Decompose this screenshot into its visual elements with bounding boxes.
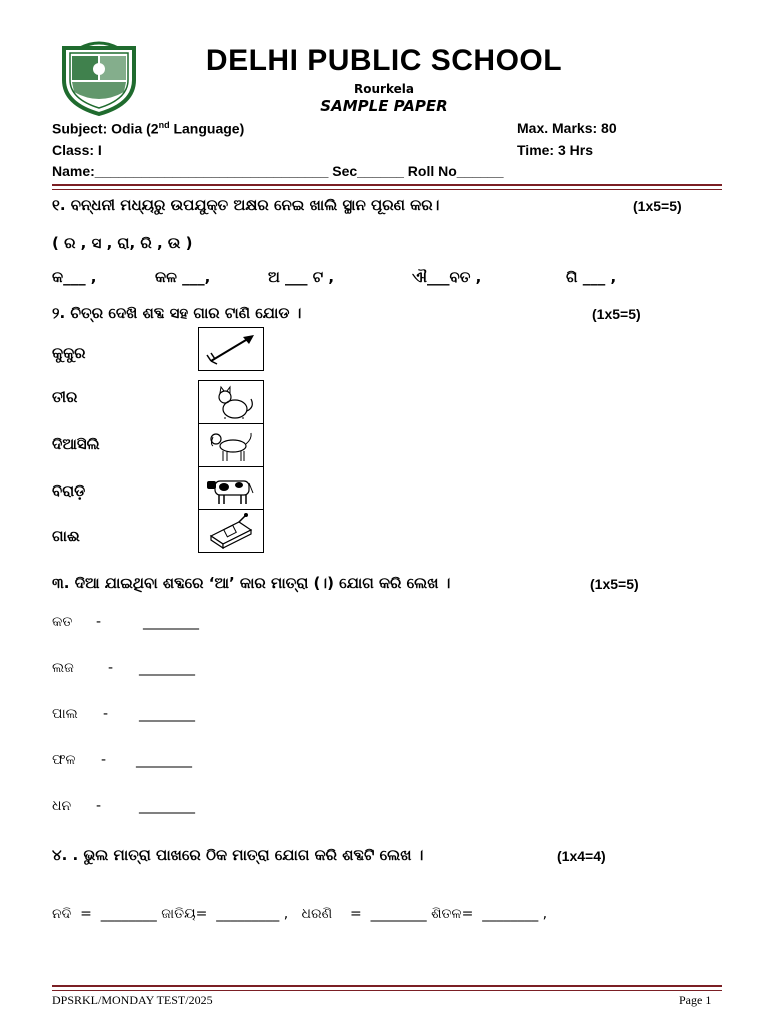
q1-item: କ___ ,: [52, 268, 97, 286]
q3-blank: ________: [143, 614, 199, 630]
q3-blank: ________: [139, 798, 195, 814]
paper-title: SAMPLE PAPER: [320, 97, 448, 115]
q3-word: ଫଳ: [52, 752, 76, 768]
q1-item: ଅ ___ ଟ ,: [268, 268, 335, 286]
q2-word: ଦିଆସିଲି: [52, 435, 100, 453]
subject-label: Subject: Odia (2nd Language): [52, 120, 245, 137]
footer-divider-thin: [52, 990, 722, 991]
q3-word: ଧନ: [52, 798, 72, 814]
arrow-icon: [198, 327, 264, 371]
q3-word: କତ: [52, 614, 73, 630]
time-label: Time: 3 Hrs: [517, 142, 593, 158]
q2-title: ୨. ଚିତ୍ର ଦେଖି ଶବ୍ଦ ସହ ଗାର ଟାଣି ଯୋଡ ।: [52, 304, 302, 322]
q2-word: ତୀର: [52, 388, 78, 406]
q1-item: ଐ___ବତ ,: [412, 268, 482, 286]
q4-title: ୪. . ଭୁଲ ମାତ୍ରା ପାଖରେ ଠିକ ମାତ୍ରା ଯୋଗ କରି ଶବ୍ଦଟି ଲେଖ ।: [52, 846, 424, 864]
header-divider-thin: [52, 189, 722, 190]
q3-dash: -: [96, 614, 102, 630]
class-label: Class: I: [52, 142, 102, 158]
school-city: Rourkela: [354, 82, 414, 96]
q1-item: ଗି ___ ,: [566, 268, 617, 286]
q3-blank: ________: [136, 752, 192, 768]
header-divider: [52, 184, 722, 186]
q2-marks: (1x5=5): [592, 306, 641, 322]
matchbox-icon: [198, 509, 264, 553]
footer-left: DPSRKL/MONDAY TEST/2025: [52, 993, 213, 1007]
dog-icon: [198, 423, 264, 467]
q3-blank: ________: [139, 706, 195, 722]
school-name: DELHI PUBLIC SCHOOL: [205, 44, 563, 77]
max-marks: Max. Marks: 80: [517, 120, 617, 136]
q3-dash: -: [101, 752, 107, 768]
q3-marks: (1x5=5): [590, 576, 639, 592]
page-number: Page 1: [679, 993, 712, 1007]
q3-dash: -: [108, 660, 114, 676]
q2-word: କୁକୁର: [52, 344, 86, 362]
q4-line: ନଦି = ________ ଜାତିୟ= _________ , ଧରଣି = ________ ଶିତଳ= ________ ,: [52, 906, 548, 922]
q3-word: ପାଲ: [52, 706, 78, 722]
footer-divider: [52, 985, 722, 987]
q2-word: ଗାଈ: [52, 527, 80, 545]
q1-item: କଳ ___,: [155, 268, 211, 286]
q3-dash: -: [103, 706, 109, 722]
q3-dash: -: [96, 798, 102, 814]
q1-options: ( ର , ସ , ରା, ରି , ଉ ): [52, 234, 193, 252]
q1-marks: (1x5=5): [633, 198, 682, 214]
q4-marks: (1x4=4): [557, 848, 606, 864]
q3-blank: ________: [139, 660, 195, 676]
cow-icon: [198, 466, 264, 510]
q2-word: ବିରାଡ଼ି: [52, 482, 86, 500]
cat-icon: [198, 380, 264, 424]
q3-title: ୩. ଦିଆ ଯାଇଥିବା ଶବ୍ଦରେ ‘ଆ’ କାର ମାତ୍ରା (।) ଯୋଗ କରି ଲେଖ ।: [52, 574, 451, 592]
q1-title: ୧. ବନ୍ଧନୀ ମଧ୍ୟରୁ ଉପଯୁକ୍ତ ଅକ୍ଷର ନେଇ ଖାଲି ସ୍ଥାନ ପୂରଣ କର।: [52, 196, 440, 214]
q3-word: ଲଜ: [52, 660, 74, 676]
name-line: Name:______________________________ Sec______ Roll No______: [52, 163, 504, 179]
